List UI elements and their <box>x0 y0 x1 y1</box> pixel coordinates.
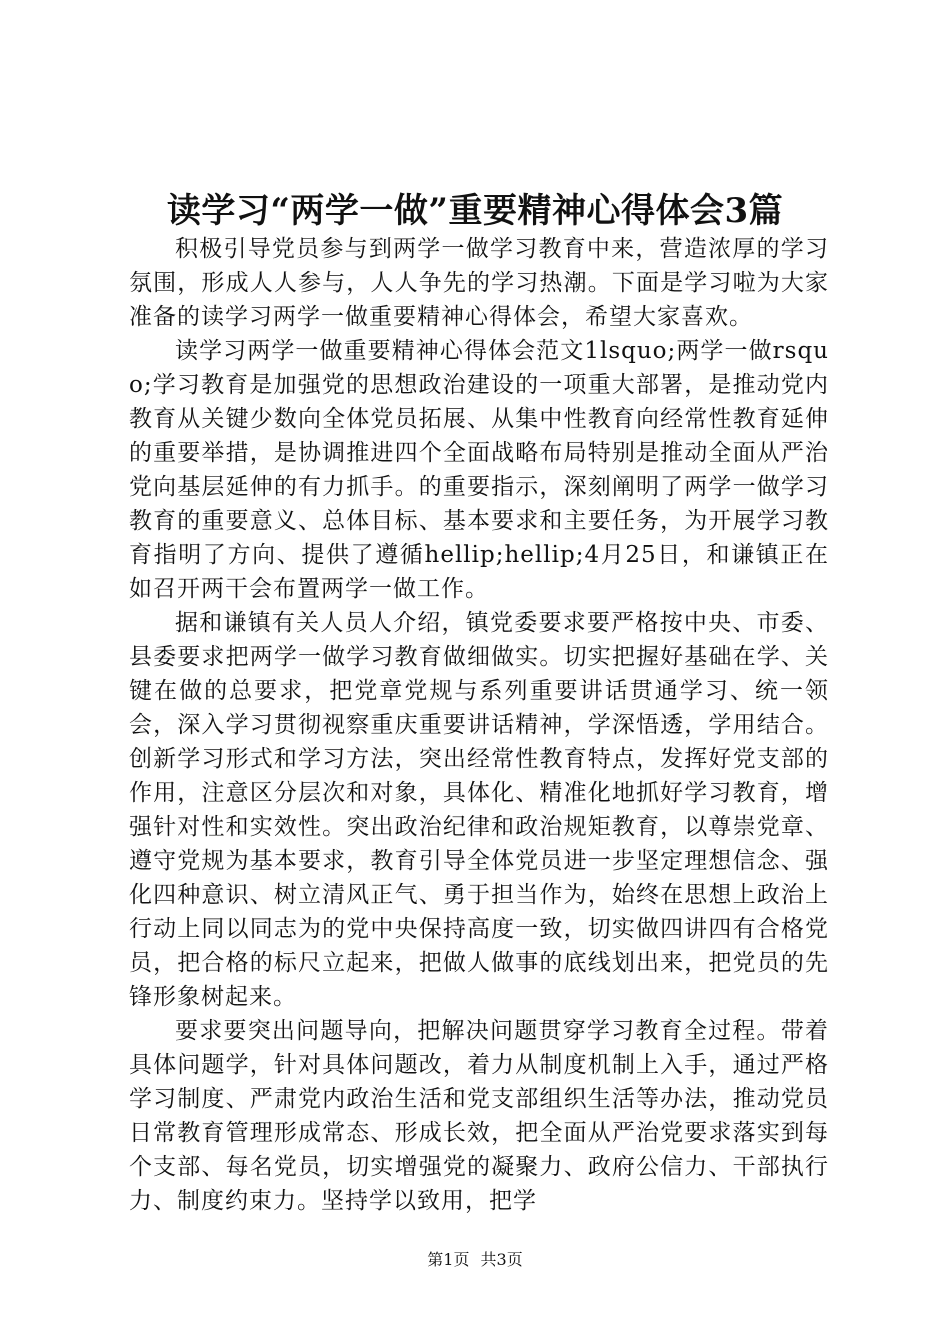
page-number-total: 共3页 <box>480 1250 523 1269</box>
paragraph-4: 要求要突出问题导向，把解决问题贯穿学习教育全过程。带着具体问题学，针对具体问题改，着力从制度机制上入手，通过严格学习制度、严肃党内政治生活和党支部组织生活等办法，推动党员日常教育管理形成常态、形成长效，把全面从严治党要求落实到每个支部、每名党员，切实增强党的凝聚力、政府公信力、干部执行力、制度约束力。坚持学以致用，把学 <box>129 1018 829 1214</box>
page-number-current: 第1页 <box>427 1250 470 1269</box>
document-body <box>129 232 829 1218</box>
document-title: 读学习“两学一做”重要精神心得体会3篇 <box>166 191 784 231</box>
page-footer <box>0 1248 950 1272</box>
paragraph-3: 据和谦镇有关人员人介绍，镇党委要求要严格按中央、市委、县委要求把两学一做学习教育做细做实。切实把握好基础在学、关键在做的总要求，把党章党规与系列重要讲话贯通学习、统一领会，深入学习贯彻视察重庆重要讲话精神，学深悟透，学用结合。创新学习形式和学习方法，突出经常性教育特点，发挥好党支部的作用，注意区分层次和对象，具体化、精准化地抓好学习教育，增强针对性和实效性。突出政治纪律和政治规矩教育，以尊崇党章、遵守党规为基本要求，教育引导全体党员进一步坚定理想信念、强化四种意识、树立清风正气、勇于担当作为，始终在思想上政治上行动上同以同志为的党中央保持高度一致，切实做四讲四有合格党员，把合格的标尺立起来，把做人做事的底线划出来，把党员的先锋形象树起来。 <box>129 610 829 1010</box>
paragraph-1: 积极引导党员参与到两学一做学习教育中来，营造浓厚的学习氛围，形成人人参与，人人争先的学习热潮。下面是学习啦为大家准备的读学习两学一做重要精神心得体会，希望大家喜欢。 <box>129 236 829 330</box>
paragraph-2: 读学习两学一做重要精神心得体会范文1lsquo;两学一做rsquo;学习教育是加强党的思想政治建设的一项重大部署，是推动党内教育从关键少数向全体党员拓展、从集中性教育向经常性教育延伸的重要举措，是协调推进四个全面战略布局特别是推动全面从严治党向基层延伸的有力抓手。的重要指示，深刻阐明了两学一做学习教育的重要意义、总体目标、基本要求和主要任务，为开展学习教育指明了方向、提供了遵循hellip;hellip;4月25日，和谦镇正在如召开两干会布置两学一做工作。 <box>129 338 829 602</box>
